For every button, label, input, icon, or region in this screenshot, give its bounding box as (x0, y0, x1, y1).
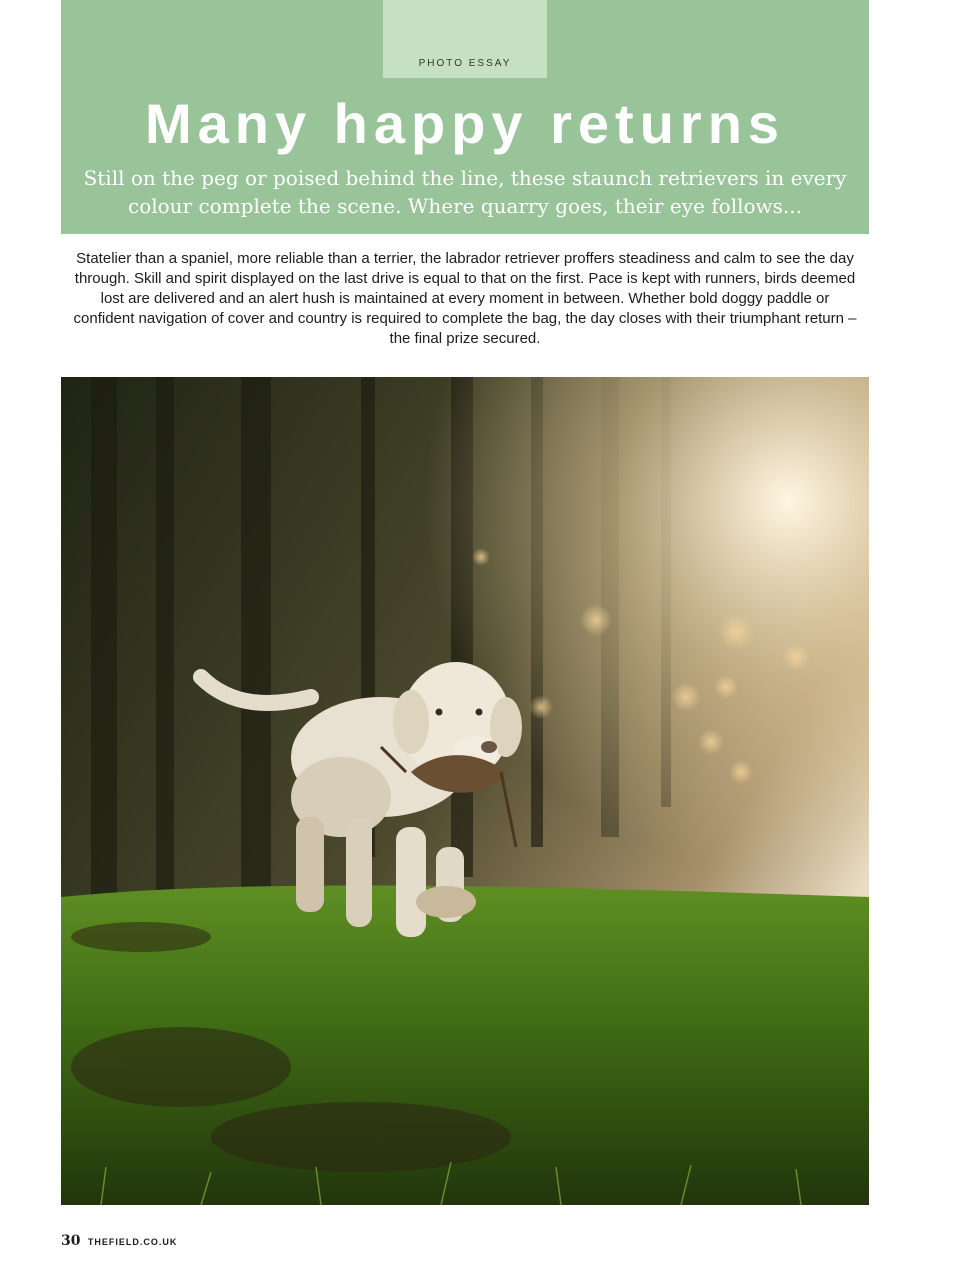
feature-photo (61, 377, 869, 1205)
headline: Many happy returns (144, 92, 786, 155)
standfirst: Still on the peg or poised behind the line, these staunch retrievers in every colour complete the scene. Where quarry goes, their eye follows... (83, 166, 847, 218)
page-number: 30 (61, 1233, 81, 1249)
site-url: THEFIELD.CO.UK (87, 1237, 178, 1247)
page-footer (61, 1233, 177, 1249)
labrador-photo-illustration (61, 377, 869, 1205)
intro-paragraph: Statelier than a spaniel, more reliable than a terrier, the labrador retriever proffers steadiness and calm to see the day through. Skill and spirit displayed on the last drive is equal to that on the first. Pace is kept with runners, birds deemed lost are delivered and an alert hush is maintained at every moment in between. Whether bold doggy paddle or confident navigation of cover and country is required to complete the bag, the day closes with their triumphant return – the final prize secured. (73, 250, 857, 347)
section-label: PHOTO ESSAY (418, 58, 512, 69)
header-band (61, 0, 869, 234)
